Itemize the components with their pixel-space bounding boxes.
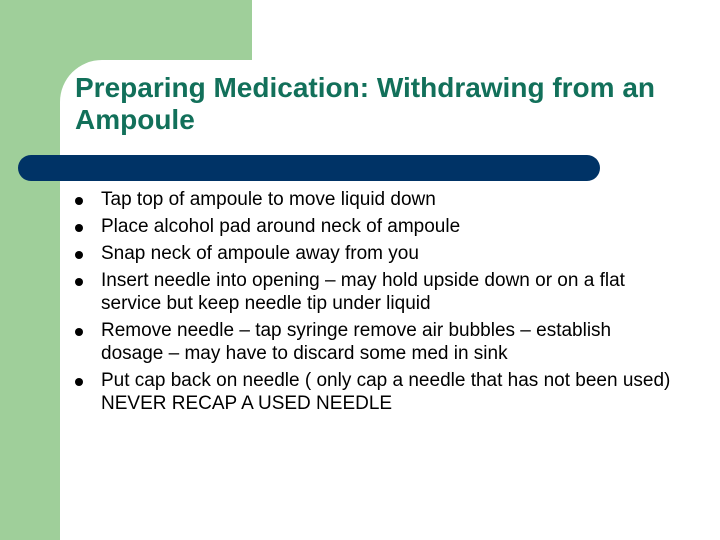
bullet-dot-icon xyxy=(75,378,83,386)
bullet-text: Place alcohol pad around neck of ampoule xyxy=(101,216,461,237)
bullet-dot-icon xyxy=(75,251,83,259)
bullet-text: Tap top of ampoule to move liquid down xyxy=(101,189,436,210)
bullet-text: Remove needle – tap syringe remove air bubbles – establish dosage – may have to discard some med in sink xyxy=(101,320,612,364)
bullet-item xyxy=(74,188,674,211)
bullet-text: Snap neck of ampoule away from you xyxy=(101,243,419,264)
bullet-dot-icon xyxy=(75,224,83,232)
bullet-text: Put cap back on needle ( only cap a needle that has not been used) NEVER RECAP A USED NEEDLE xyxy=(101,370,671,414)
bullet-text: Insert needle into opening – may hold upside down or on a flat service but keep needle tip under liquid xyxy=(101,270,625,314)
bullet-item xyxy=(74,269,674,315)
slide-title: Preparing Medication: Withdrawing from an Ampoule xyxy=(75,72,656,135)
bullet-dot-icon xyxy=(75,328,83,336)
bullet-item xyxy=(74,242,674,265)
bullet-item xyxy=(74,319,674,365)
title-divider-bar xyxy=(18,155,600,181)
bullet-dot-icon xyxy=(75,197,83,205)
bullet-list xyxy=(74,188,674,419)
bullet-dot-icon xyxy=(75,278,83,286)
bullet-item xyxy=(74,369,674,415)
bullet-item xyxy=(74,215,674,238)
